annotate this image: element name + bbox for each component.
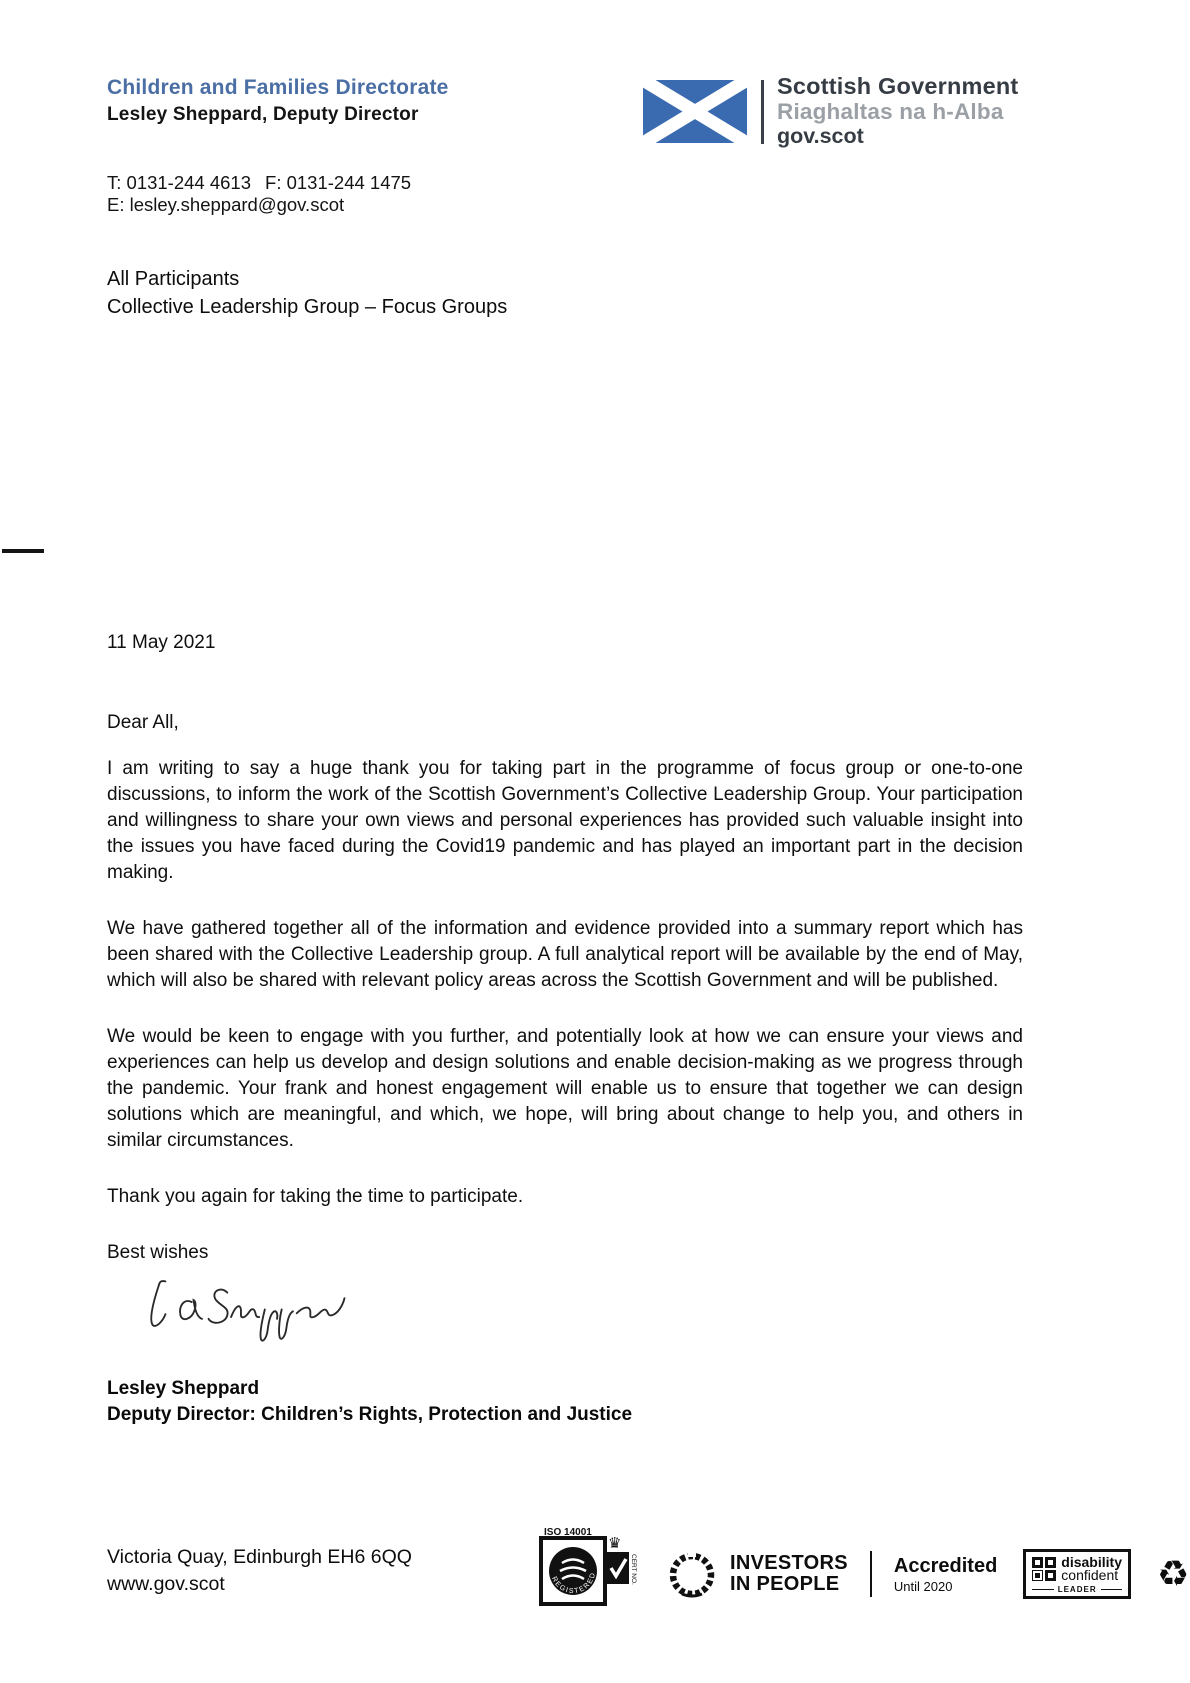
footer-accreditation-logos [536, 1516, 1189, 1632]
iip-divider [870, 1551, 872, 1597]
signer-name: Lesley Sheppard [107, 1378, 260, 1399]
recipient-line: All Participants [107, 268, 240, 290]
recipient-line: Collective Leadership Group – Focus Groups [107, 296, 508, 318]
thanks-line: Thank you again for taking the time to participate. [107, 1186, 524, 1207]
email-line: E: lesley.sheppard@gov.scot [107, 194, 345, 215]
recipient-block [107, 265, 507, 321]
office-address: Victoria Quay, Edinburgh EH6 6QQ [107, 1546, 412, 1568]
letter-date: 11 May 2021 [107, 632, 216, 653]
sender-name-title: Lesley Sheppard, Deputy Director [107, 104, 419, 125]
scottish-government-logo [643, 74, 1018, 149]
fax-number: F: 0131-244 1475 [265, 172, 412, 193]
leader-label: LEADER [1057, 1585, 1097, 1594]
contact-block [107, 172, 411, 216]
paragraph: We have gathered together all of the information and evidence provided into a summary report which has been shared with the Collective Leadership group. A full analytical report will be available by the end of May, which will also be shared with relevant policy areas across the Scottish Government and will be published. [107, 918, 1023, 991]
disability-word: disability [1061, 1554, 1122, 1570]
phone-fax-line [107, 172, 411, 194]
iso-registered-text: REGISTERED [550, 1571, 598, 1596]
investors-in-people-logo [666, 1548, 997, 1600]
recycle-icon: ♻ [1156, 1553, 1190, 1594]
paragraph: I am writing to say a huge thank you for taking part in the programme of focus group or one-to-one discussions, to inform the work of the Scottish Government’s Collective Leadership Group. Your participation and willingness to share your own views and personal experiences has provided such valuable insight into the issues you have faced during the Covid19 pandemic and has played an important part in the decision making. [107, 758, 1023, 883]
iip-line2: IN PEOPLE [730, 1573, 840, 1595]
logo-title: Scottish Government [777, 73, 1019, 99]
iso-14001-registered-badge [536, 1524, 640, 1624]
iso-label: ISO 14001 [544, 1527, 592, 1538]
website-url: www.gov.scot [107, 1573, 225, 1595]
laurel-wreath-icon [666, 1548, 718, 1600]
logo-gaelic-title: Riaghaltas na h-Alba [777, 99, 1004, 124]
signature-block [107, 1376, 1023, 1428]
iip-line1: INVESTORS [730, 1552, 848, 1574]
signature-handwriting [137, 1272, 1023, 1348]
logo-domain: gov.scot [777, 124, 864, 148]
letter-body [107, 630, 1023, 1428]
confident-word: confident [1061, 1567, 1119, 1583]
cert-no-text: CERT NO. [630, 1554, 637, 1585]
directorate-title: Children and Families Directorate [107, 76, 449, 99]
crown-icon: ♛ [608, 1535, 622, 1552]
iip-accredited: Accredited [893, 1554, 998, 1577]
disability-confident-icons [1032, 1557, 1056, 1581]
footer-address-block [107, 1544, 412, 1598]
paragraph: We would be keen to engage with you further, and potentially look at how we can ensure your views and experiences can help us develop and design solutions and enable decision-making as we progress through the pandemic. Your frank and honest engagement will enable us to ensure that together we can design solutions which are meaningful, and which, we hope, will bring about change to help you, and others in similar circumstances. [107, 1026, 1023, 1151]
iip-until: Until 2020 [893, 1578, 953, 1594]
letterhead [107, 76, 449, 126]
signer-title: Deputy Director: Children’s Rights, Protection and Justice [107, 1404, 633, 1425]
saltire-flag-icon [643, 80, 747, 143]
salutation: Dear All, [107, 712, 179, 733]
closing-line: Best wishes [107, 1242, 209, 1263]
disability-confident-badge [1023, 1549, 1131, 1599]
logo-divider [761, 80, 764, 144]
logo-wordmark [777, 74, 1018, 149]
fold-mark [2, 549, 44, 553]
phone-number: T: 0131-244 4613 [107, 172, 252, 193]
